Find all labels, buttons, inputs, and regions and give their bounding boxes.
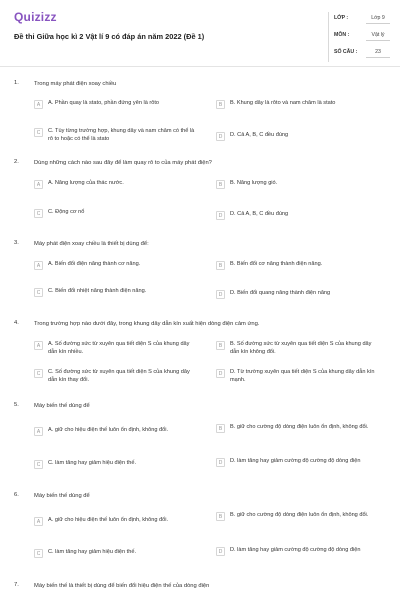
question-number: 5. xyxy=(14,402,19,408)
worksheet-title: Đề thi Giữa học kì 2 Vật lí 9 có đáp án năm 2022 (Đề 1) xyxy=(14,32,205,41)
option-text: C. Số đường sức từ xuyên qua tiết diện S của khung dây dẫn kín thay đổi. xyxy=(48,369,190,383)
question-text: Máy biến thế dùng để xyxy=(34,403,90,409)
question-text: Máy biến thế dùng để xyxy=(34,493,90,499)
option-letter: C xyxy=(34,369,43,378)
option-letter: B xyxy=(216,180,225,189)
option-text: A. Biến đổi điện năng thành cơ năng. xyxy=(48,261,141,267)
option-letter: B xyxy=(216,424,225,433)
question-text: Máy biến thế là thiết bị dùng để biến đổi hiệu điện thế của dòng điện xyxy=(34,583,210,589)
option-text: C. làm tăng hay giảm hiệu điện thế. xyxy=(48,549,136,555)
option-letter: B xyxy=(216,261,225,270)
meta-row-count xyxy=(328,46,390,63)
option-letter: D xyxy=(216,211,225,220)
header-divider xyxy=(0,66,400,67)
question-number: 6. xyxy=(14,492,19,498)
question-number: 4. xyxy=(14,320,19,326)
option-text: A. Năng lượng của thác nước. xyxy=(48,180,124,186)
worksheet-meta xyxy=(328,12,390,63)
option-letter: C xyxy=(34,209,43,218)
meta-label: SỐ CÂU : xyxy=(334,49,358,55)
question-number: 2. xyxy=(14,159,19,165)
option-letter: B xyxy=(216,512,225,521)
option-letter: A xyxy=(34,517,43,526)
question-text: Máy phát điện xoay chiều là thiết bị dùng để: xyxy=(34,241,149,247)
option-letter: D xyxy=(216,132,225,141)
option-text: D. Biến đổi quang năng thành điện năng xyxy=(230,290,331,296)
meta-label: MÔN : xyxy=(334,32,350,38)
option-letter: A xyxy=(34,180,43,189)
option-text: C. Biến đổi nhiệt năng thành điện năng. xyxy=(48,288,147,294)
option-text: B. giữ cho cường độ dòng điện luôn ổn định, không đổi. xyxy=(230,424,369,430)
option-letter: B xyxy=(216,341,225,350)
question-number: 3. xyxy=(14,240,19,246)
meta-value: Vật lý xyxy=(366,30,390,41)
option-letter: C xyxy=(34,549,43,558)
option-text: C. Động cơ nổ xyxy=(48,209,85,215)
question-text: Trong máy phát điện xoay chiều xyxy=(34,81,117,87)
meta-label: LỚP : xyxy=(334,15,349,21)
option-letter: A xyxy=(34,261,43,270)
option-text: B. Khung dây là rôto và nam châm là stato xyxy=(230,100,336,106)
meta-row-class xyxy=(328,12,390,29)
question-text: Trong trường hợp nào dưới đây, trong khung dây dẫn kín xuất hiện dòng điện cảm ứng. xyxy=(34,321,260,327)
option-text: D. làm tăng hay giảm cường độ cường độ dòng điện xyxy=(230,458,361,464)
option-text: D. làm tăng hay giảm cường độ cường độ dòng điện xyxy=(230,547,361,553)
option-text: B. Số đường sức từ xuyên qua tiết diện S của khung dây dẫn kín không đổi. xyxy=(230,341,372,355)
option-text: B. Biến đổi cơ năng thành điện năng. xyxy=(230,261,323,267)
option-text: A. Phần quay là stato, phần đứng yên là rôto xyxy=(48,100,160,106)
option-text: A. giữ cho hiệu điện thế luôn ổn định, không đổi. xyxy=(48,517,169,523)
option-text: D. Cả A, B, C đều đúng xyxy=(230,211,289,217)
option-text: C. làm tăng hay giảm hiệu điện thế. xyxy=(48,460,136,466)
question-number: 1. xyxy=(14,80,19,86)
option-text: D. Từ trường xuyên qua tiết diện S của khung dây dẫn kín mạnh. xyxy=(230,369,375,383)
option-text: D. Cả A, B, C đều đúng xyxy=(230,132,289,138)
question-text: Dùng những cách nào sau đây để làm quay rô to của máy phát điện? xyxy=(34,160,212,166)
option-letter: C xyxy=(34,128,43,137)
option-letter: D xyxy=(216,369,225,378)
option-text: A. giữ cho hiệu điện thế luôn ổn định, không đổi. xyxy=(48,427,169,433)
worksheet-header xyxy=(0,0,400,66)
option-letter: D xyxy=(216,290,225,299)
question-number: 7. xyxy=(14,582,19,588)
quizizz-logo: Quizizz xyxy=(14,10,57,24)
option-letter: A xyxy=(34,427,43,436)
option-text: A. Số đường sức từ xuyên qua tiết diện S của khung dây dẫn kín nhiều. xyxy=(48,341,190,355)
option-letter: C xyxy=(34,460,43,469)
meta-value: 23 xyxy=(366,47,390,58)
option-letter: D xyxy=(216,458,225,467)
option-letter: C xyxy=(34,288,43,297)
option-letter: B xyxy=(216,100,225,109)
option-letter: D xyxy=(216,547,225,556)
option-text: C. Tùy từng trường hợp, khung dây và nam châm có thể là rô to hoặc có thể là stato xyxy=(48,128,195,142)
option-letter: A xyxy=(34,341,43,350)
option-text: B. giữ cho cường độ dòng điện luôn ổn định, không đổi. xyxy=(230,512,369,518)
option-letter: A xyxy=(34,100,43,109)
meta-row-subject xyxy=(328,29,390,46)
option-text: B. Năng lượng gió. xyxy=(230,180,278,186)
meta-value: Lớp 9 xyxy=(366,13,390,24)
